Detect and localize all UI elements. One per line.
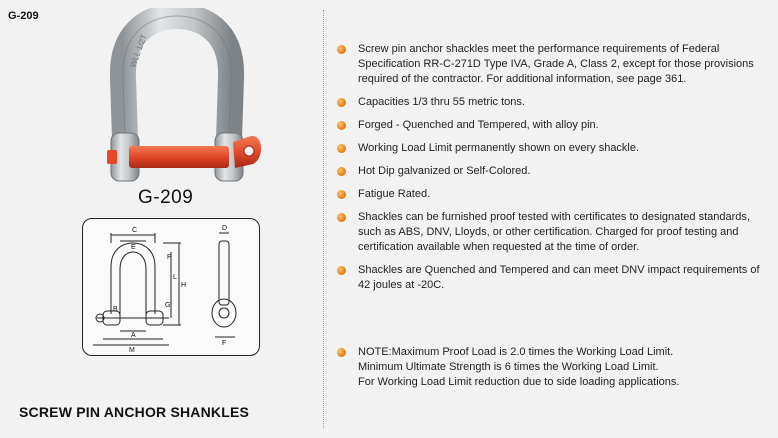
product-code: G-209 [8,10,39,22]
bullet-icon [337,266,346,275]
dim-label-c: C [132,227,138,234]
feature-item: Shackles can be furnished proof tested with certificates to designated standards, such as ABS, DNV, Lloyds, or other certification. Charged for proof testing and certification available when requested at the time of order. [337,210,762,255]
side-view [212,233,236,337]
photo-label: G-209 [138,187,194,208]
note-line: NOTE:Maximum Proof Load is 2.0 times the Working Load Limit. [358,346,674,358]
shackle-illustration [95,8,265,188]
dim-label-f: F [222,340,227,347]
bullet-icon [337,167,346,176]
feature-item: Capacities 1/3 thru 55 metric tons. [337,95,762,110]
dim-label-g: G [165,302,171,309]
bullet-icon [337,45,346,54]
dim-label-a: A [131,332,136,339]
dim-label-d: D [222,225,228,232]
bullet-icon [337,98,346,107]
bullet-icon [337,348,346,357]
note-block [358,345,758,390]
dim-label-m: M [129,347,135,354]
column-divider [323,10,324,428]
dim-label-h: H [181,282,187,289]
feature-item: Hot Dip galvanized or Self-Colored. [337,164,762,179]
feature-list [337,42,762,317]
bullet-icon [337,121,346,130]
dim-label-l: L [173,274,177,281]
feature-item: Screw pin anchor shackles meet the performance requirements of Federal Specification RR-C-271D Type IVA, Grade A, Class 2, except for those provisions required of the contractor. For additional information, see page 361. [337,42,762,87]
shackle-photo [95,8,265,188]
dim-label-e: E [131,244,136,251]
note-line: For Working Load Limit reduction due to side loading applications. [358,376,680,388]
bullet-icon [337,144,346,153]
bullet-icon [337,190,346,199]
feature-item: Shackles are Quenched and Tempered and can meet DNV impact requirements of 42 joules at -20C. [337,263,762,293]
feature-item: Forged - Quenched and Tempered, with alloy pin. [337,118,762,133]
bullet-icon [337,213,346,222]
dim-label-p: P [167,254,172,261]
dim-label-b: B [113,306,118,313]
dimension-diagram [82,218,260,356]
feature-item: Fatigue Rated. [337,187,762,202]
feature-item: Working Load Limit permanently shown on every shackle. [337,141,762,156]
shackle-emboss-text: WLL 1/2T [128,33,149,69]
page-title: SCREW PIN ANCHOR SHANKLES [19,404,250,420]
note-line: Minimum Ultimate Strength is 6 times the Working Load Limit. [358,361,659,373]
front-view [93,233,181,345]
